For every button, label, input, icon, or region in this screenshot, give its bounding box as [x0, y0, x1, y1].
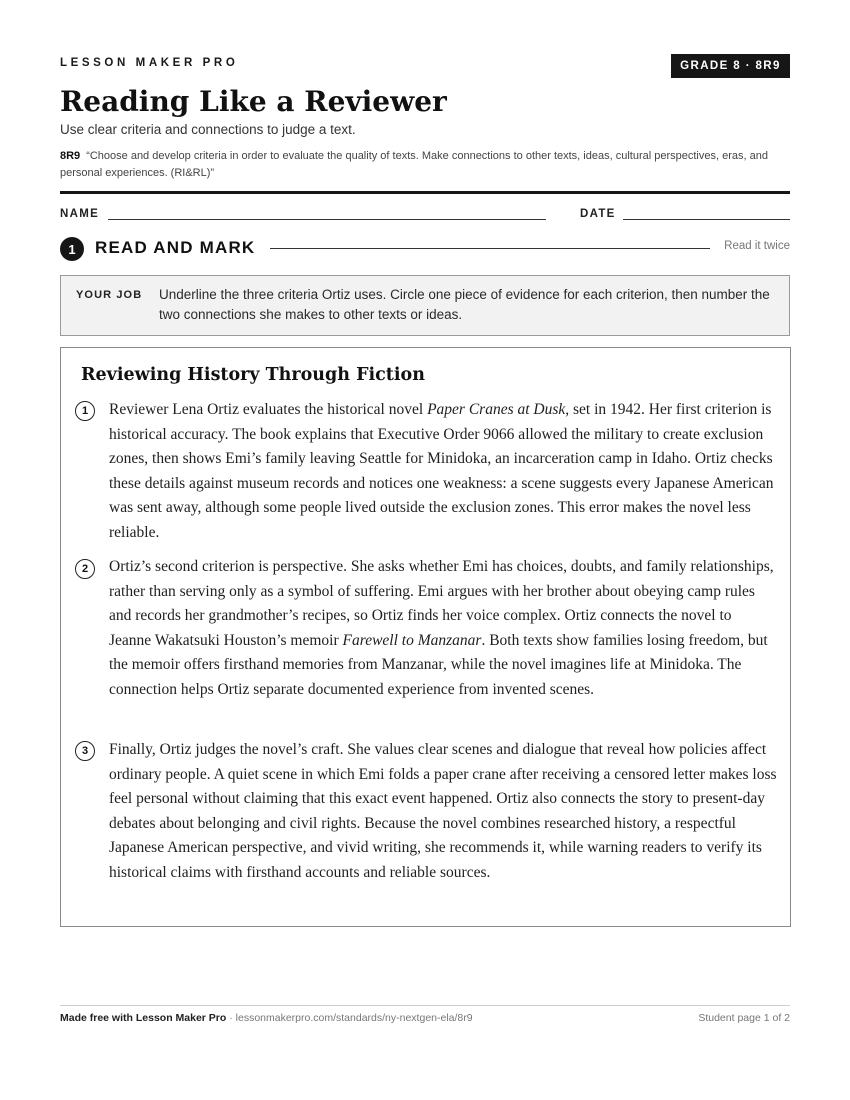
section-hint: Read it twice: [724, 240, 790, 252]
reading-passage: [60, 347, 791, 927]
footer-url[interactable]: · lessonmakerpro.com/standards/ny-nextgen-ela/8r9: [226, 1012, 473, 1024]
name-label: NAME: [60, 208, 100, 220]
paragraph-text: Ortiz’s second criterion is perspective. She asks whether Emi has choices, doubts, and family relationships, rather than serving only as a symbol of suffering. Emi argues with her brother about obeying camp rules and records her grandmother’s recipes, so Ortiz finds her voice complex. Ortiz connects the novel to Jeanne Wakatsuki Houston’s memoir: [109, 558, 774, 649]
paragraph-2: [109, 555, 777, 703]
footer-credit: [60, 1012, 473, 1024]
section-divider: [270, 248, 710, 249]
paragraph-number: 3: [75, 741, 95, 761]
paragraph-text: , set in 1942. Her first criterion is historical accuracy. The book explains that Executive Order 9066 allowed the military to create exclusion zones, then shows Emi’s family leaving Seattle for Minidoka, an incarceration camp in Idaho. Ortiz checks these details against museum records and notices one weakness: a scene suggests every Japanese American was sent away, although some people lived outside the exclusion zones. This error makes the novel less reliable.: [109, 401, 774, 541]
page-subtitle: Use clear criteria and connections to judge a text.: [60, 122, 356, 137]
date-field[interactable]: [623, 219, 790, 220]
job-text: Underline the three criteria Ortiz uses. Circle one piece of evidence for each criterion, then number the two connections she makes to other texts or ideas.: [159, 287, 770, 322]
brand-name: LESSON MAKER PRO: [60, 57, 239, 69]
page-title: Reading Like a Reviewer: [60, 85, 447, 118]
standard-code: 8R9: [60, 150, 81, 162]
job-label: YOUR JOB: [76, 289, 143, 301]
paragraph-number: 1: [75, 401, 95, 421]
footer-page-number: Student page 1 of 2: [698, 1012, 790, 1024]
header-divider: [60, 191, 790, 194]
paragraph-3: Finally, Ortiz judges the novel’s craft. She values clear scenes and dialogue that reveal how policies affect ordinary people. A quiet scene in which Emi folds a paper crane after receiving a censored letter makes loss feel personal without claiming that this exact event happened. Ortiz also connects the story to present-day debates about belonging and civil rights. Because the novel combines researched history, a respectful Japanese American perspective, and vivid writing, she recommends it, while warning readers to verify its historical claims with firsthand accounts and reliable sources.: [109, 741, 777, 881]
standard-statement: [60, 148, 795, 182]
paragraph-1: [109, 398, 777, 546]
footer-made-with: Made free with Lesson Maker Pro: [60, 1012, 227, 1024]
memoir-title: Farewell to Manzanar: [342, 631, 482, 649]
standard-text: “Choose and develop criteria in order to evaluate the quality of texts. Make connections to other texts, ideas, cultural perspectives, eras, and personal experiences. (RI&RL)”: [60, 150, 768, 179]
section-number-badge: 1: [60, 237, 84, 261]
paragraph-text: Reviewer Lena Ortiz evaluates the historical novel: [109, 401, 428, 418]
paragraph-text: . Both texts show families losing freedom, but the memoir offers firsthand memories from Manzanar, while the novel imagines life at Minidoka. The connection helps Ortiz separate documented experience from invented scenes.: [109, 631, 768, 698]
grade-badge: GRADE 8 · 8R9: [671, 54, 790, 78]
section-title: READ AND MARK: [95, 238, 256, 257]
date-label: DATE: [580, 208, 616, 220]
job-instructions-box: [60, 275, 790, 336]
footer-divider: [60, 1005, 790, 1006]
passage-title: Reviewing History Through Fiction: [81, 365, 425, 385]
name-field[interactable]: [108, 219, 546, 220]
book-title: Paper Cranes at Dusk: [427, 401, 566, 418]
paragraph-number: 2: [75, 559, 95, 579]
